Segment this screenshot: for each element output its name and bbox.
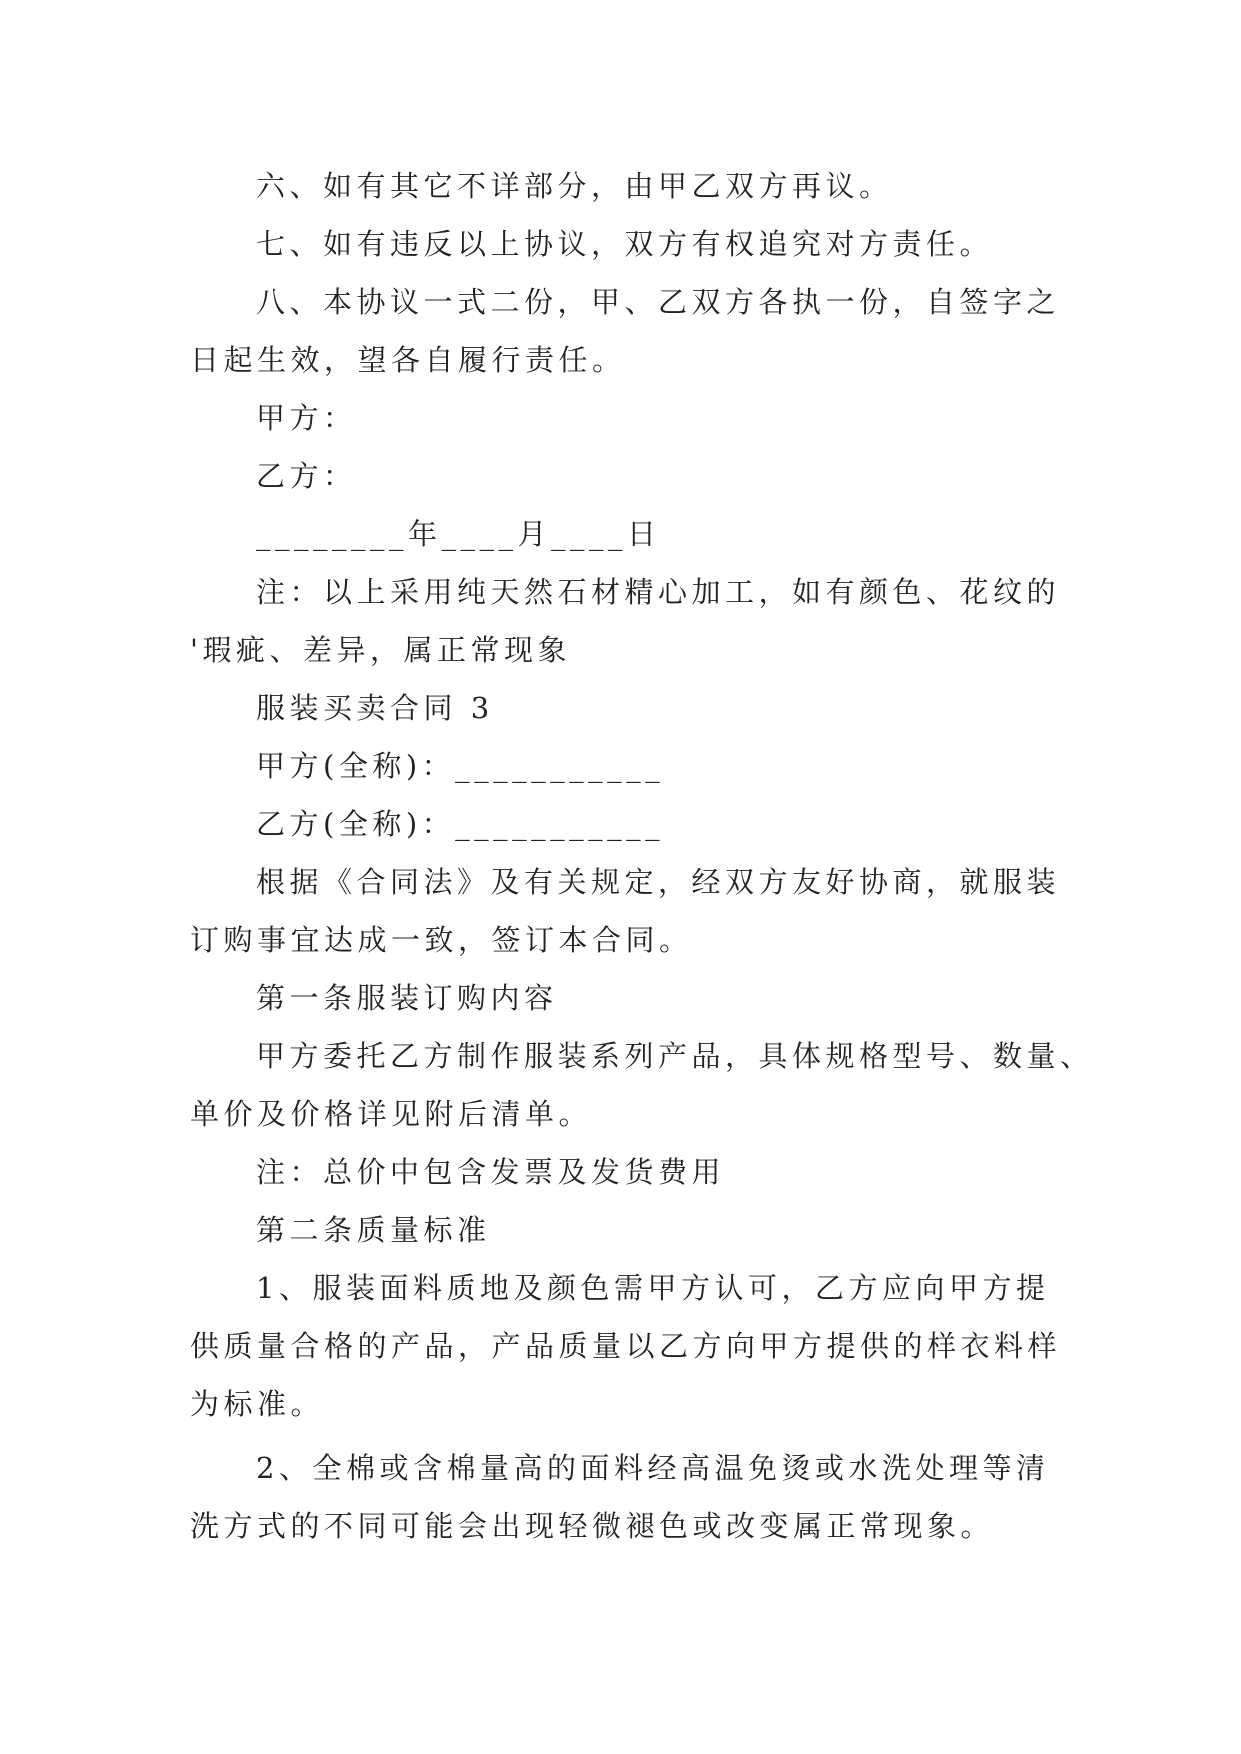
article-2-heading: 第二条质量标准 xyxy=(256,1213,491,1247)
clause-6: 六、如有其它不详部分，由甲乙双方再议。 xyxy=(256,169,893,203)
article-1-line-1: 甲方委托乙方制作服装系列产品，具体规格型号、数量、 xyxy=(256,1039,1094,1073)
preamble-line-2: 订购事宜达成一致，签订本合同。 xyxy=(190,923,693,957)
clause-7: 七、如有违反以上协议，双方有权追究对方责任。 xyxy=(256,227,994,261)
contract-title: 服装买卖合同 3 xyxy=(256,691,494,725)
party-a-fullname: 甲方(全称)：___________ xyxy=(256,749,665,783)
clause-8-line-2: 日起生效，望各自履行责任。 xyxy=(190,343,626,377)
party-b-fullname: 乙方(全称)：___________ xyxy=(256,807,665,841)
article-2-item-1-line-1: 1、服装面料质地及颜色需甲方认可，乙方应向甲方提 xyxy=(256,1271,1050,1305)
article-1-note: 注：总价中包含发票及发货费用 xyxy=(256,1155,726,1189)
party-a-signature: 甲方： xyxy=(256,401,357,435)
date-blank: ________年____月____日 xyxy=(256,517,661,551)
article-2-item-2-line-2: 洗方式的不同可能会出现轻微褪色或改变属正常现象。 xyxy=(190,1509,995,1543)
article-1-line-2: 单价及价格详见附后清单。 xyxy=(190,1097,593,1131)
note-line-1: 注：以上采用纯天然石材精心加工，如有颜色、花纹的 xyxy=(256,575,1061,609)
party-b-signature: 乙方： xyxy=(256,459,357,493)
article-1-heading: 第一条服装订购内容 xyxy=(256,981,558,1015)
clause-8-line-1: 八、本协议一式二份，甲、乙双方各执一份，自签字之 xyxy=(256,285,1061,319)
note-line-2: '瑕疵、差异，属正常现象 xyxy=(190,633,571,667)
article-2-item-2-line-1: 2、全棉或含棉量高的面料经高温免烫或水洗处理等清 xyxy=(256,1451,1050,1485)
article-2-item-1-line-2: 供质量合格的产品，产品质量以乙方向甲方提供的样衣料样 xyxy=(190,1329,1062,1363)
preamble-line-1: 根据《合同法》及有关规定，经双方友好协商，就服装 xyxy=(256,865,1061,899)
article-2-item-1-line-3: 为标准。 xyxy=(190,1387,325,1421)
